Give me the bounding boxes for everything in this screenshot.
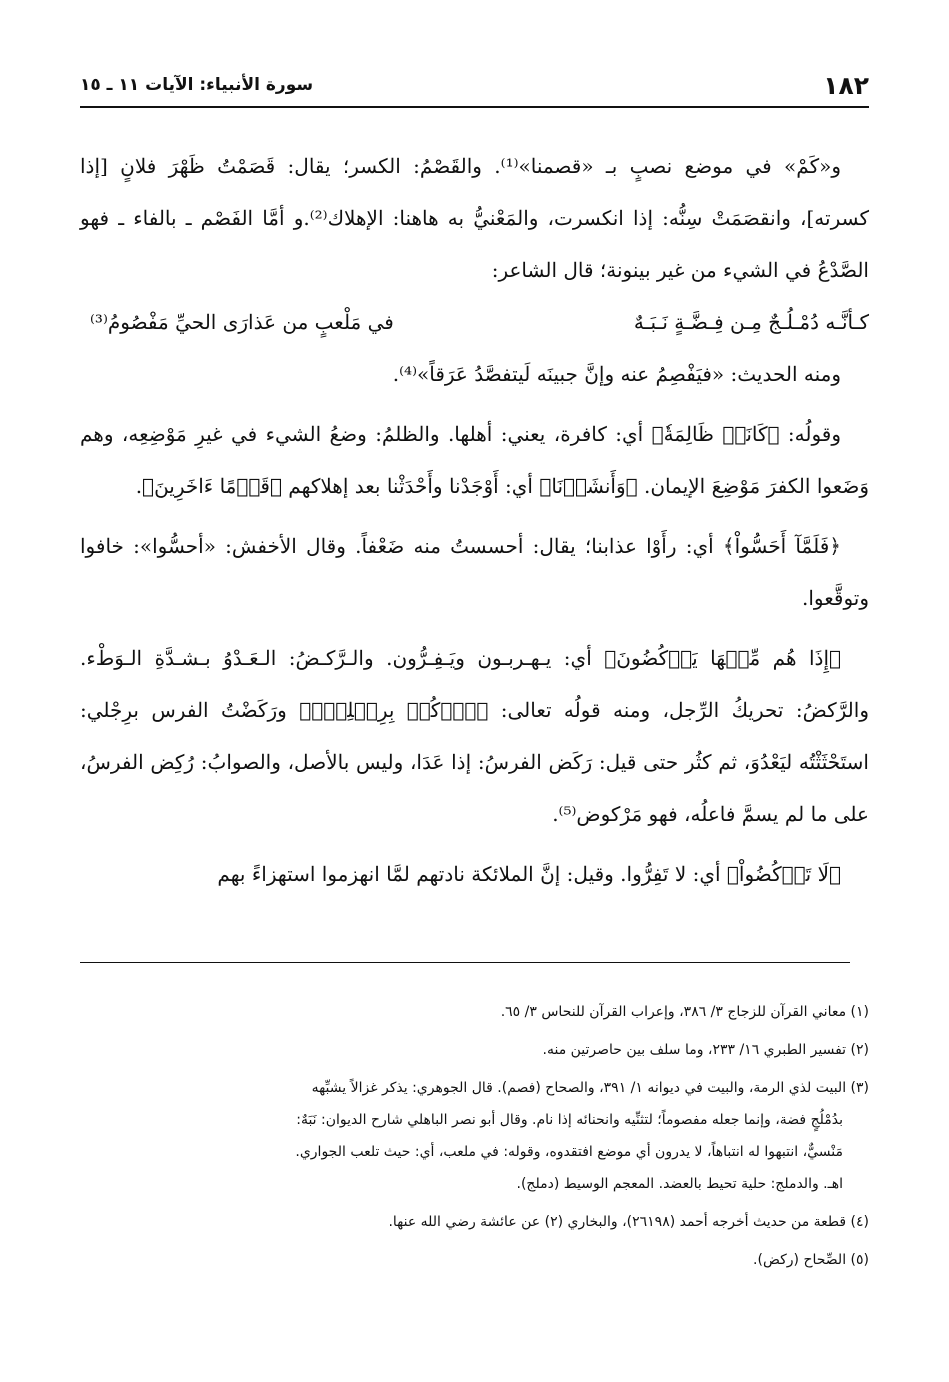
paragraph-1: و«كَمْ» في موضع نصبٍ بـ «قصمنا»⁽¹⁾. والقَصْمُ: الكسر؛ يقال: قَصَمْتُ ظَهْرَ فلانٍ [إذا كسرته]، وانقصَمَتْ سِنُّه: إذا انكسرت، والمَعْنيُّ به هاهنا: الإهلاك⁽²⁾.و أمَّا الفَصْم ـ بالفاء ـ فهو الصَّدْعُ في الشيء من غير بينونة؛ قال الشاعر:	[80, 154, 869, 282]
footnote-3-line-4: اهـ. والدملج: حلية تحيط بالعضد. المعجم الوسيط (دملج).	[516, 1176, 843, 1192]
verse-second-hemistich: في مَلْعبٍ من عَذارَى الحيِّ مَفْصُومُ⁽³⁾	[90, 310, 394, 334]
footnote-4: (٤) قطعة من حديث أخرجه أحمد (٢٦١٩٨)، والبخاري (٢) عن عائشة رضي الله عنها.	[388, 1214, 869, 1230]
verse-first-hemistich: كـأنَّـه دُمْـلُـجٌ مِـن فِـضَّـةٍ نَـبَـهٌ	[633, 310, 869, 334]
paragraph-3: وقولُه: ﴿كَانَتۡ ظَالِمَةٗ﴾ أي: كافرة، يعني: أهلها. والظلمُ: وضعُ الشيء في غيرِ مَوْضِعِه، وهم وَضَعوا الكفرَ مَوْضِعَ الإيمان. ﴿وَأَنشَأۡنَا﴾ أي: أَوْجَدْنا وأَحْدَثْنا بعد إهلاكهم ﴿قَوۡمًا ءَاخَرِينَ﴾.	[80, 422, 869, 498]
paragraph-4: ﴿فَلَمَّآ أَحَسُّواْ﴾ أي: رأَوْا عذابنا؛ يقال: أحسستُ منه ضَعْفاً. وقال الأخفش: «أحسُّوا»: خافوا وتوقَّعوا.	[80, 534, 869, 610]
page-number: ١٨٢	[823, 70, 869, 100]
poetry-verse	[80, 296, 869, 348]
footnote-2: (٢) تفسير الطبري ١٦/ ٢٣٣، وما سلف بين حاصرتين منه.	[542, 1042, 869, 1058]
paragraph-2: ومنه الحديث: «فيَفْصِمُ عنه وإنَّ جبينَه لَيتفصَّدُ عَرَقاً»⁽⁴⁾.	[392, 362, 841, 386]
paragraph-6: ﴿لَا تَرۡكُضُواْ﴾ أي: لا تَفِرُّوا. وقيل: إنَّ الملائكة نادتهم لمَّا انهزموا استهزاءً بهم	[217, 862, 841, 886]
footnote-1: (١) معاني القرآن للزجاج ٣/ ٣٨٦، وإعراب القرآن للنحاس ٣/ ٦٥.	[500, 1004, 869, 1020]
footnotes	[80, 996, 869, 1276]
main-text	[80, 140, 869, 900]
footnote-separator	[80, 962, 850, 963]
footnote-5: (٥) الصِّحاح (ركض).	[753, 1252, 869, 1268]
header-rule	[80, 106, 869, 108]
page-header	[80, 66, 869, 104]
footnote-3-line-2: بدُمْلُجٍ فضة، وإنما جعله مفصوماً؛ لتثنِّيه وانحنائه إذا نام. وقال أبو نصر الباهلي شارح الديوان: نَبَهٌ:	[296, 1112, 843, 1128]
running-title: سورة الأنبياء: الآيات ١١ ـ ١٥	[80, 75, 314, 95]
footnote-3: (٣) البيت لذي الرمة، والبيت في ديوانه ١/ ٣٩١، والصحاح (فصم). قال الجوهري: يذكر غزالاً يشبِّهه	[311, 1080, 869, 1096]
footnote-3-line-3: مَنْسيٌّ، انتبهوا له انتباهاً، لا يدرون أي موضع افتقدوه، وقوله: في ملعب، أي: حيث تلعب الجواري.	[295, 1144, 843, 1160]
paragraph-5: ﴿إِذَا هُم مِّنۡهَا يَرۡكُضُونَ﴾ أي: يـهـربـون ويَـفِـرُّون. والـرَّكـضُ: الـعَـدْوُ بـشـدَّةِ الـوَطْء. والرَّكضُ: تحريكُ الرِّجل، ومنه قولُه تعالى: ﴿ٱرۡكُضۡ بِرِجۡلِكَۖ﴾ ورَكَضْتُ الفرس برِجْلي: استَحْثَثْتُه ليَعْدُوَ، ثم كثُر حتى قيل: رَكَض الفرسُ: إذا عَدَا، وليس بالأصل، والصوابُ: رُكِض الفرسُ، على ما لم يسمَّ فاعلُه، فهو مَرْكوض⁽⁵⁾.	[80, 646, 869, 826]
